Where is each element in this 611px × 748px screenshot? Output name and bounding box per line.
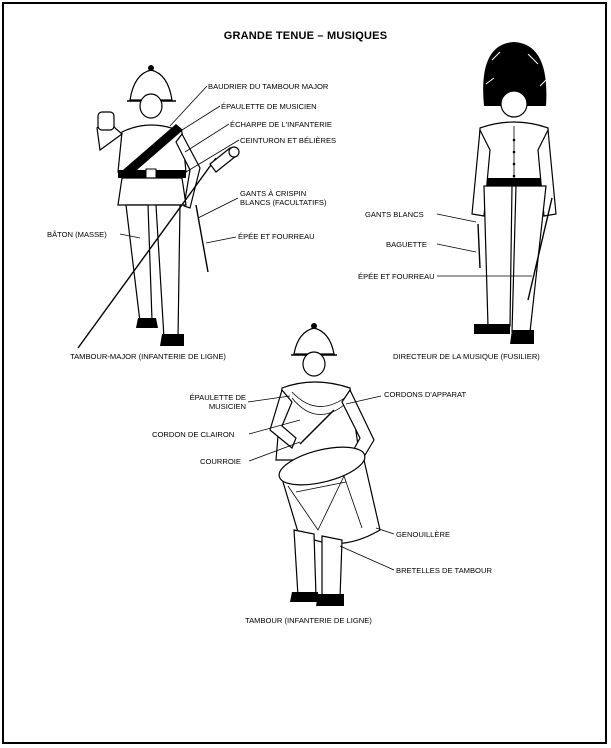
label-baton-masse: BÂTON (MASSE): [47, 230, 107, 239]
caption-drum-major: TAMBOUR-MAJOR (INFANTERIE DE LIGNE): [70, 352, 226, 361]
drummer-figure: [270, 323, 380, 606]
label-courroie: COURROIE: [200, 457, 241, 466]
label-cordons-apparat: CORDONS D'APPARAT: [384, 390, 467, 399]
label-baudrier-tambour-major: BAUDRIER DU TAMBOUR MAJOR: [208, 82, 329, 91]
caption-drummer: TAMBOUR (INFANTERIE DE LIGNE): [245, 616, 372, 625]
label-ceinturon-belieres: CEINTURON ET BÉLIÈRES: [240, 136, 337, 145]
page-title: GRANDE TENUE – MUSIQUES: [223, 30, 388, 42]
label-cordon-clairon: CORDON DE CLAIRON: [152, 430, 235, 439]
label-epaulette-musicien-drummer: ÉPAULETTE DE MUSICIEN: [189, 393, 246, 411]
label-epee-fourreau-drum-major: ÉPÉE ET FOURREAU: [238, 232, 315, 241]
label-echarpe-infanterie: ÉCHARPE DE L'INFANTERIE: [230, 120, 332, 129]
music-director-figure: [472, 42, 556, 344]
label-gants-blancs: GANTS BLANCS: [365, 210, 424, 219]
label-bretelles-tambour: BRETELLES DE TAMBOUR: [396, 566, 492, 575]
drum-major-figure: [78, 65, 239, 348]
caption-music-director: DIRECTEUR DE LA MUSIQUE (FUSILIER): [393, 352, 540, 361]
label-epee-fourreau-director: ÉPÉE ET FOURREAU: [358, 272, 435, 281]
label-epaulette-musicien: ÉPAULETTE DE MUSICIEN: [221, 102, 317, 111]
label-genouillere: GENOUILLÈRE: [396, 530, 451, 539]
label-gants-crispin: GANTS À CRISPIN BLANCS (FACULTATIFS): [240, 189, 327, 207]
label-baguette: BAGUETTE: [386, 240, 427, 249]
